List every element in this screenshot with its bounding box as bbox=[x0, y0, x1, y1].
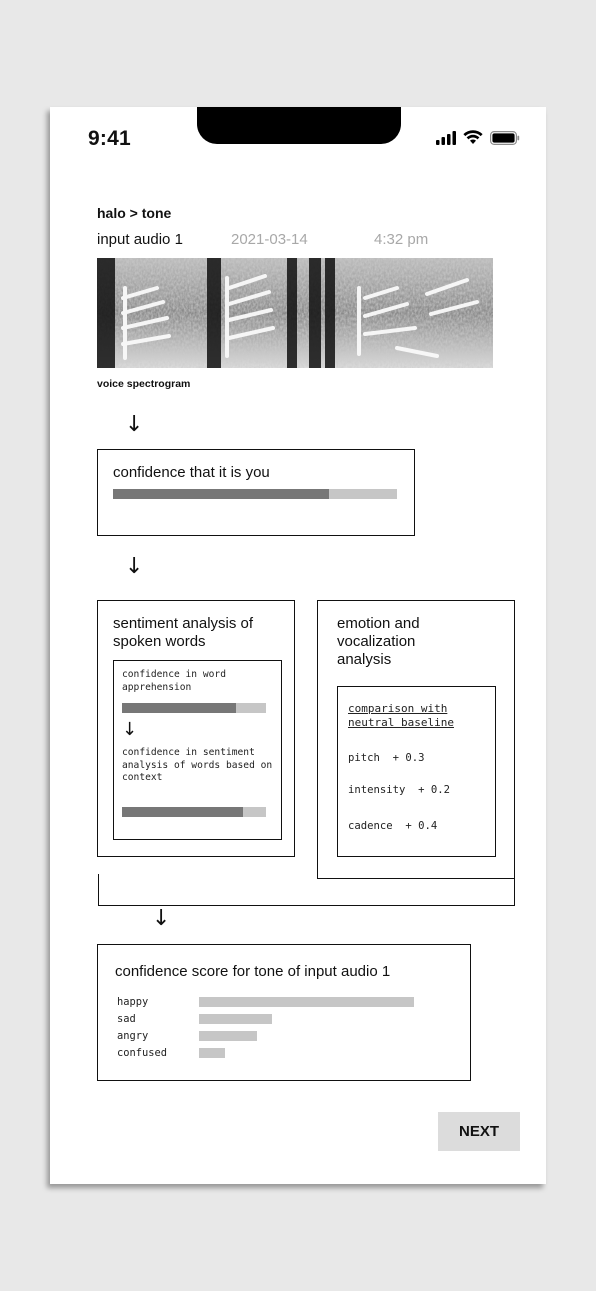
voice-spectrogram-image bbox=[97, 258, 493, 368]
identity-confidence-bar-fill bbox=[113, 489, 329, 499]
context-sentiment-bar bbox=[122, 807, 266, 817]
score-label-sad: sad bbox=[117, 1013, 136, 1025]
merge-bracket bbox=[98, 874, 515, 906]
battery-icon bbox=[490, 131, 520, 145]
word-apprehension-bar bbox=[122, 703, 266, 713]
metric-cadence bbox=[348, 820, 437, 832]
metric-name: pitch bbox=[348, 752, 380, 764]
context-sentiment-label: confidence in sentiment analysis of words based on context bbox=[122, 747, 273, 783]
down-arrow-icon: ↓ bbox=[152, 906, 171, 931]
input-name: input audio 1 bbox=[97, 231, 183, 248]
emotion-vocalization-card bbox=[317, 600, 515, 879]
context-sentiment-bar-fill bbox=[122, 807, 243, 817]
sentiment-analysis-title: sentiment analysis of spoken words bbox=[113, 615, 254, 650]
score-label-happy: happy bbox=[117, 996, 149, 1008]
score-label-angry: angry bbox=[117, 1030, 149, 1042]
signal-icon bbox=[436, 131, 456, 145]
identity-confidence-bar bbox=[113, 489, 397, 499]
tone-score-card bbox=[97, 944, 471, 1081]
sentiment-analysis-card bbox=[97, 600, 295, 857]
input-time: 4:32 pm bbox=[374, 231, 429, 248]
status-icons bbox=[436, 130, 520, 145]
metric-name: cadence bbox=[348, 820, 393, 832]
word-confidence-panel bbox=[113, 660, 282, 840]
down-arrow-icon: ↓ bbox=[125, 412, 144, 437]
identity-confidence-card bbox=[97, 449, 415, 536]
status-time: 9:41 bbox=[88, 127, 131, 150]
word-apprehension-bar-fill bbox=[122, 703, 236, 713]
word-apprehension-label: confidence in word apprehension bbox=[122, 669, 226, 693]
identity-confidence-title: confidence that it is you bbox=[113, 464, 270, 481]
tone-score-title: confidence score for tone of input audio 1 bbox=[115, 963, 391, 980]
metric-pitch bbox=[348, 752, 425, 764]
next-button[interactable]: NEXT bbox=[438, 1112, 520, 1151]
phone-screen bbox=[50, 107, 546, 1184]
metric-value: + 0.2 bbox=[418, 784, 451, 796]
score-bar-angry bbox=[199, 1031, 257, 1041]
wifi-icon bbox=[463, 130, 483, 145]
device-notch bbox=[197, 107, 401, 144]
spectrogram-caption: voice spectrogram bbox=[97, 378, 191, 390]
baseline-comparison-panel bbox=[337, 686, 496, 857]
down-arrow-icon: ↓ bbox=[125, 554, 144, 579]
down-arrow-icon: ↓ bbox=[122, 719, 138, 740]
score-bar-sad bbox=[199, 1014, 272, 1024]
metric-value: + 0.4 bbox=[405, 820, 438, 832]
score-bar-happy bbox=[199, 997, 414, 1007]
metric-name: intensity bbox=[348, 784, 406, 796]
score-label-confused: confused bbox=[117, 1047, 168, 1059]
metric-intensity bbox=[348, 784, 450, 796]
input-date: 2021-03-14 bbox=[231, 231, 308, 248]
breadcrumb[interactable]: halo > tone bbox=[97, 205, 172, 221]
baseline-comparison-title: comparison with neutral baseline bbox=[348, 702, 454, 729]
score-bar-confused bbox=[199, 1048, 225, 1058]
metric-value: + 0.3 bbox=[392, 752, 425, 764]
emotion-vocalization-title: emotion and vocalization analysis bbox=[337, 615, 420, 668]
input-meta-row bbox=[97, 231, 428, 248]
